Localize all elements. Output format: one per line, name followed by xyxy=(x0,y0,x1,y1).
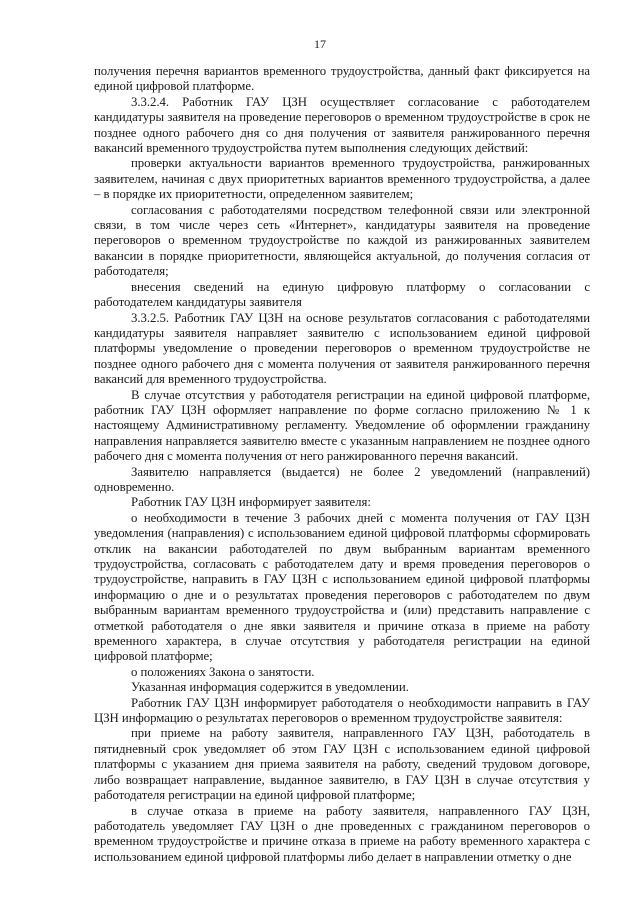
paragraph: о необходимости в течение 3 рабочих дней с момента получения от ГАУ ЦЗН уведомления (направления) с использованием единой цифровой платформы сформировать отклик на вакансии работодателей по двум выбранным вариантам временного трудоустройства, согласовать с работодателем дату и время проведения переговоров о трудоустройстве, направить в ГАУ ЦЗН с использованием единой цифровой платформы информацию о дне и о результатах проведения переговоров с работодателем по двум выбранным вариантам временного трудоустройства и (или) представить направление с отметкой работодателя о дне явки заявителя и причине отказа в приеме на работу временного характера, в случае отсутствия у работодателя регистрации на единой цифровой платформе; xyxy=(94,510,590,664)
paragraph: Работник ГАУ ЦЗН информирует работодателя о необходимости направить в ГАУ ЦЗН информацию о результатах переговоров о временном трудоустройстве заявителя: xyxy=(94,695,590,726)
paragraph: внесения сведений на единую цифровую платформу о согласовании с работодателем кандидатуры заявителя xyxy=(94,279,590,310)
paragraph: Указанная информация содержится в уведомлении. xyxy=(131,680,409,695)
paragraph: при приеме на работу заявителя, направленного ГАУ ЦЗН, работодатель в пятидневный срок уведомляет об этом ГАУ ЦЗН с использованием единой цифровой платформы с указанием дня приема заявителя на работу, сведений трудовом договоре, либо возвращает направление, выданное заявителю, в ГАУ ЦЗН в случае отсутствия у работодателя регистрации на единой цифровой платформе; xyxy=(94,726,590,803)
paragraph: о положениях Закона о занятости. xyxy=(131,664,315,679)
paragraph: в случае отказа в приеме на работу заявителя, направленного ГАУ ЦЗН, работодатель уведомляет ГАУ ЦЗН о дне проведенных с гражданином переговоров о временном трудоустройстве и причине отказа в приеме на работу временного характера с использованием единой цифровой платформы либо делает в направлении отметку о дне xyxy=(94,803,590,864)
paragraph: В случае отсутствия у работодателя регистрации на единой цифровой платформе, работник ГАУ ЦЗН оформляет направление по форме согласно приложению № 1 к настоящему Административному регламенту. Уведомление об оформлении гражданину направления направляется заявителю вместе с указанным направлением не позднее одного рабочего дня с момента получения от него ранжированного перечня вакансий. xyxy=(94,387,590,464)
paragraph: 3.3.2.4. Работник ГАУ ЦЗН осуществляет согласование с работодателем кандидатуры заявителя на проведение переговоров о временном трудоустройстве в срок не позднее одного рабочего дня со дня получения от заявителя ранжированного перечня вакансий временного трудоустройства путем выполнения следующих действий: xyxy=(94,94,590,156)
document-body xyxy=(94,64,590,865)
paragraph: согласования с работодателями посредством телефонной связи или электронной связи, в том числе через сеть «Интернет», кандидатуры заявителя на проведение переговоров о временном трудоустройстве по каждой из ранжированных заявителем вакансии в порядке приоритетности, являющейся актуальной, до получения согласия от работодателя; xyxy=(94,202,590,279)
paragraph: проверки актуальности вариантов временного трудоустройства, ранжированных заявителем, начиная с двух приоритетных вариантов временного трудоустройства, а далее – в порядке их приоритетности, определенном заявителем; xyxy=(94,156,590,202)
page-number: 17 xyxy=(314,37,326,51)
paragraph: получения перечня вариантов временного трудоустройства, данный факт фиксируется на единой цифровой платформе. xyxy=(94,64,590,94)
paragraph: Заявителю направляется (выдается) не более 2 уведомлений (направлений) одновременно. xyxy=(94,464,590,494)
paragraph: 3.3.2.5. Работник ГАУ ЦЗН на основе результатов согласования с работодателями кандидатуры заявителя направляет заявителю с использованием единой цифровой платформы уведомление о проведении переговоров о временном трудоустройстве не позднее одного рабочего дня с момента получения от заявителя ранжированного перечня вакансий для временного трудоустройства. xyxy=(94,310,590,387)
paragraph: Работник ГАУ ЦЗН информирует заявителя: xyxy=(131,495,371,510)
